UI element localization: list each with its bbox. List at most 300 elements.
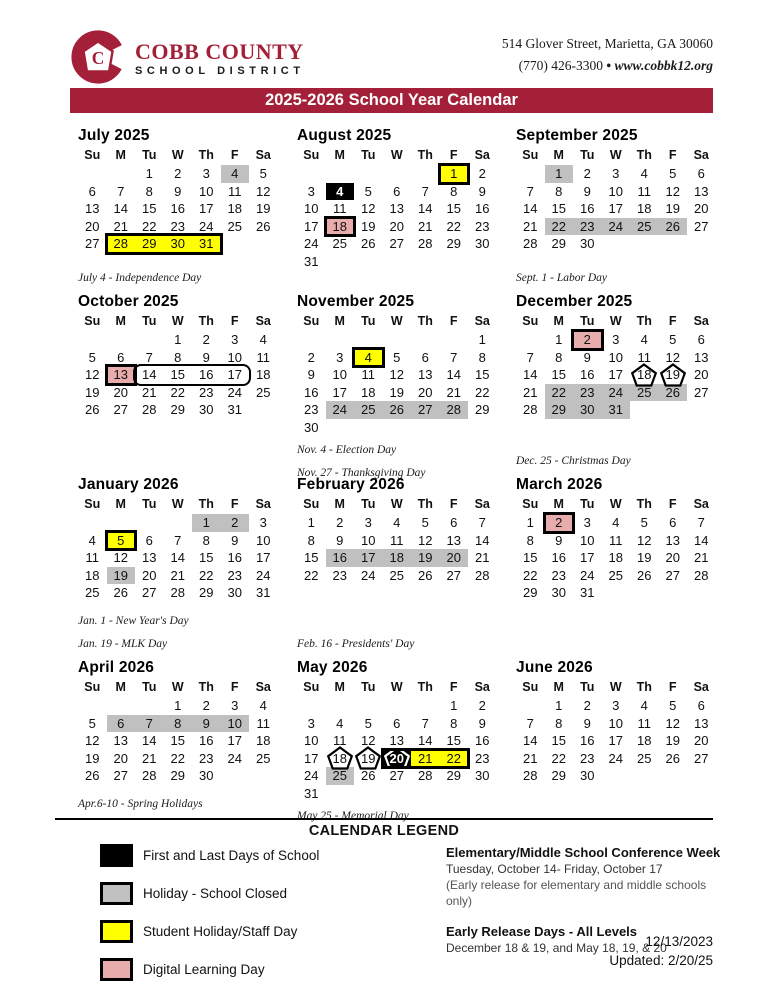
day-number: 31 [608, 402, 623, 418]
day-cell-3 [221, 331, 250, 349]
day-number: 14 [142, 367, 157, 383]
day-number: 13 [694, 715, 709, 731]
day-cell-21 [164, 567, 193, 585]
day-cell-12 [78, 732, 107, 750]
day-cell-4 [630, 697, 659, 715]
day-number: 6 [145, 532, 153, 548]
day-number: 23 [551, 567, 566, 583]
day-cell-1 [516, 514, 545, 532]
day-cell-12 [249, 183, 278, 201]
day-cell-7 [164, 532, 193, 550]
day-cell-5 [411, 514, 440, 532]
day-number: 11 [390, 532, 404, 548]
weekday-label: M [115, 314, 126, 328]
day-number: 21 [523, 384, 538, 400]
day-number: 22 [199, 567, 214, 583]
day-number: 30 [170, 236, 185, 252]
day-number: 21 [170, 567, 185, 583]
day-cell-7 [516, 349, 545, 367]
day-cell-17 [221, 732, 250, 750]
day-number: 21 [142, 384, 157, 400]
day-number: 3 [307, 183, 315, 199]
day-number: 6 [669, 515, 677, 531]
day-cell-8 [468, 349, 497, 367]
day-number: 22 [551, 218, 566, 234]
day-cell-22 [135, 218, 164, 236]
day-number: 1 [145, 166, 153, 182]
day-cell-9 [192, 715, 221, 733]
day-cell-22 [164, 750, 193, 768]
day-cell-14 [411, 200, 440, 218]
holiday-note: Dec. 25 - Christmas Day [516, 455, 631, 467]
month-title: October 2025 [78, 293, 179, 310]
day-number: 26 [418, 567, 433, 583]
day-number: 7 [174, 532, 182, 548]
day-number: 11 [333, 201, 347, 217]
empty-cell [135, 697, 164, 715]
day-cell-17 [221, 366, 250, 384]
day-number: 5 [393, 349, 401, 365]
day-cell-30 [297, 419, 326, 437]
day-cell-9 [468, 715, 497, 733]
day-cell-12 [659, 715, 688, 733]
day-cell-23 [545, 567, 574, 585]
day-grid [297, 331, 497, 436]
weekday-label: Th [417, 497, 433, 511]
day-cell-13 [383, 200, 412, 218]
day-cell-9 [468, 183, 497, 201]
day-number: 21 [113, 218, 128, 234]
month-march-2026 [516, 476, 716, 659]
day-number: 19 [665, 733, 680, 749]
day-cell-29 [516, 584, 545, 602]
day-cell-7 [411, 715, 440, 733]
month-january-2026 [78, 476, 278, 659]
day-number: 24 [199, 218, 214, 234]
day-cell-14 [135, 366, 164, 384]
weekday-label: F [668, 680, 677, 694]
empty-cell [326, 697, 355, 715]
empty-cell [326, 165, 355, 183]
day-number: 26 [361, 768, 376, 784]
day-cell-25 [630, 218, 659, 236]
day-cell-2 [297, 349, 326, 367]
day-number: 29 [170, 768, 185, 784]
day-number: 26 [389, 402, 404, 418]
day-cell-3 [297, 183, 326, 201]
day-cell-12 [659, 183, 688, 201]
weekday-label: Sa [255, 680, 271, 694]
weekday-label: Th [636, 680, 652, 694]
day-number: 17 [227, 367, 242, 383]
day-number: 25 [608, 567, 623, 583]
day-number: 28 [170, 585, 185, 601]
day-number: 31 [199, 236, 214, 252]
day-cell-16 [164, 200, 193, 218]
day-cell-22 [192, 567, 221, 585]
day-cell-4 [326, 183, 355, 201]
day-cell-28 [468, 567, 497, 585]
day-number: 11 [228, 183, 242, 199]
legend-item-student-holiday [100, 920, 319, 943]
day-number: 24 [608, 384, 623, 400]
day-cell-6 [687, 697, 716, 715]
day-cell-24 [221, 750, 250, 768]
day-number: 20 [85, 218, 100, 234]
day-cell-1 [135, 165, 164, 183]
day-cell-15 [164, 366, 193, 384]
day-cell-28 [411, 767, 440, 785]
weekday-label: F [449, 314, 458, 328]
day-cell-10 [297, 200, 326, 218]
weekday-label: Su [522, 314, 539, 328]
month-april-2026 [78, 659, 278, 819]
day-cell-21 [687, 549, 716, 567]
day-number: 30 [199, 768, 214, 784]
day-number: 12 [665, 349, 680, 365]
month-title: July 2025 [78, 127, 150, 144]
day-cell-1 [468, 331, 497, 349]
day-number: 22 [170, 384, 185, 400]
weekday-label: Tu [361, 314, 376, 328]
day-cell-21 [411, 218, 440, 236]
day-number: 13 [418, 367, 433, 383]
day-number: 5 [259, 166, 267, 182]
day-number: 8 [174, 715, 182, 731]
day-number: 7 [145, 715, 153, 731]
weekday-header-row [78, 314, 278, 331]
day-number: 5 [669, 166, 677, 182]
holiday-note: July 4 - Independence Day [78, 272, 202, 284]
day-number: 10 [608, 183, 623, 199]
day-number: 1 [450, 698, 458, 714]
day-cell-14 [440, 366, 469, 384]
day-number: 16 [580, 733, 595, 749]
day-cell-3 [573, 514, 602, 532]
day-number: 23 [475, 750, 490, 766]
day-cell-4 [326, 715, 355, 733]
day-cell-8 [545, 183, 574, 201]
weekday-label: F [668, 497, 677, 511]
day-number: 9 [202, 715, 210, 731]
empty-cell [354, 697, 383, 715]
day-cell-15 [297, 549, 326, 567]
month-july-2025 [78, 127, 278, 293]
weekday-label: Su [303, 314, 320, 328]
day-cell-23 [297, 401, 326, 419]
day-cell-26 [630, 567, 659, 585]
day-number: 7 [526, 715, 534, 731]
day-grid [516, 514, 716, 602]
empty-cell [78, 331, 107, 349]
weekday-label: F [449, 680, 458, 694]
day-number: 21 [142, 750, 157, 766]
day-cell-28 [687, 567, 716, 585]
day-cell-24 [221, 384, 250, 402]
day-cell-20 [383, 218, 412, 236]
day-cell-29 [468, 401, 497, 419]
day-cell-7 [440, 349, 469, 367]
conference-week-heading: Elementary/Middle School Conference Week [446, 845, 721, 860]
day-number: 9 [478, 715, 486, 731]
month-title: March 2026 [516, 476, 603, 493]
legend-label: Digital Learning Day [143, 962, 265, 977]
day-number: 25 [227, 218, 242, 234]
day-number: 16 [227, 550, 242, 566]
empty-cell [383, 697, 412, 715]
day-cell-27 [687, 218, 716, 236]
day-number: 16 [551, 550, 566, 566]
day-number: 27 [694, 384, 709, 400]
day-grid [516, 697, 716, 785]
day-number: 13 [142, 550, 157, 566]
conference-week-note [446, 844, 721, 909]
day-number: 29 [551, 402, 566, 418]
day-number: 15 [304, 550, 319, 566]
day-number: 13 [446, 532, 461, 548]
day-number: 27 [389, 768, 404, 784]
month-september-2025 [516, 127, 716, 293]
weekday-label: Su [522, 497, 539, 511]
day-cell-8 [440, 183, 469, 201]
day-cell-18 [383, 549, 412, 567]
day-cell-23 [468, 218, 497, 236]
months-grid [78, 127, 716, 822]
day-cell-2 [326, 514, 355, 532]
day-number: 13 [113, 733, 128, 749]
day-number: 11 [637, 349, 651, 365]
day-number: 26 [85, 768, 100, 784]
day-cell-30 [192, 401, 221, 419]
day-cell-19 [107, 567, 136, 585]
day-cell-28 [516, 767, 545, 785]
day-grid [78, 697, 278, 785]
day-cell-8 [164, 715, 193, 733]
day-number: 3 [307, 715, 315, 731]
day-number: 31 [256, 585, 271, 601]
day-number: 5 [640, 515, 648, 531]
day-number: 27 [85, 236, 100, 252]
day-cell-6 [411, 349, 440, 367]
day-cell-5 [383, 349, 412, 367]
day-cell-7 [135, 715, 164, 733]
day-cell-13 [107, 366, 136, 384]
day-cell-5 [107, 532, 136, 550]
day-number: 27 [694, 218, 709, 234]
weekday-label: Su [84, 680, 101, 694]
day-number: 4 [336, 715, 344, 731]
day-number: 26 [665, 750, 680, 766]
day-cell-7 [516, 715, 545, 733]
day-number: 30 [475, 768, 490, 784]
day-number: 3 [583, 515, 591, 531]
holiday-swatch-icon [100, 882, 133, 905]
day-cell-19 [411, 549, 440, 567]
day-number: 9 [307, 367, 315, 383]
day-cell-3 [249, 514, 278, 532]
day-cell-20 [687, 366, 716, 384]
day-cell-18 [354, 384, 383, 402]
day-cell-2 [164, 165, 193, 183]
day-cell-5 [659, 331, 688, 349]
day-cell-30 [192, 767, 221, 785]
day-number: 2 [307, 349, 315, 365]
holiday-note: May 25 - Memorial Day [297, 810, 409, 822]
day-number: 2 [478, 166, 486, 182]
day-number: 21 [523, 750, 538, 766]
street-address: 514 Glover Street, Marietta, GA 30060 [501, 36, 713, 51]
day-cell-12 [78, 366, 107, 384]
day-cell-16 [468, 732, 497, 750]
day-cell-7 [468, 514, 497, 532]
day-cell-14 [687, 532, 716, 550]
day-number: 7 [478, 515, 486, 531]
day-number: 12 [256, 183, 271, 199]
day-cell-10 [249, 532, 278, 550]
month-notes [78, 607, 278, 659]
month-title: April 2026 [78, 659, 155, 676]
day-number: 7 [145, 349, 153, 365]
district-wordmark [135, 28, 305, 77]
day-cell-17 [602, 200, 631, 218]
day-number: 23 [475, 218, 490, 234]
day-cell-20 [687, 200, 716, 218]
day-number: 15 [170, 367, 185, 383]
day-cell-21 [468, 549, 497, 567]
empty-cell [164, 514, 193, 532]
day-cell-17 [354, 549, 383, 567]
empty-cell [326, 331, 355, 349]
day-cell-20 [107, 750, 136, 768]
weekday-label: Tu [142, 148, 157, 162]
day-number: 27 [142, 585, 157, 601]
day-cell-17 [326, 384, 355, 402]
day-number: 17 [304, 218, 319, 234]
day-cell-16 [573, 200, 602, 218]
day-grid [516, 165, 716, 253]
day-number: 25 [85, 585, 100, 601]
day-cell-25 [249, 750, 278, 768]
day-number: 20 [142, 567, 157, 583]
day-number: 26 [256, 218, 271, 234]
day-cell-14 [468, 532, 497, 550]
day-number: 5 [88, 349, 96, 365]
day-number: 1 [202, 515, 210, 531]
day-cell-9 [297, 366, 326, 384]
day-cell-16 [573, 732, 602, 750]
student-holiday-swatch-icon [100, 920, 133, 943]
day-cell-10 [573, 532, 602, 550]
day-cell-23 [573, 218, 602, 236]
day-number: 15 [446, 201, 461, 217]
day-number: 6 [88, 183, 96, 199]
day-number: 11 [256, 715, 270, 731]
day-cell-23 [468, 750, 497, 768]
day-number: 7 [450, 349, 458, 365]
month-notes [516, 447, 716, 476]
day-cell-31 [249, 584, 278, 602]
day-cell-24 [192, 218, 221, 236]
day-number: 17 [361, 550, 376, 566]
day-cell-9 [221, 532, 250, 550]
day-number: 21 [418, 218, 433, 234]
day-number: 8 [450, 715, 458, 731]
day-cell-25 [326, 235, 355, 253]
day-number: 2 [231, 515, 239, 531]
day-cell-15 [440, 200, 469, 218]
legend-label: First and Last Days of School [143, 848, 320, 863]
month-title: January 2026 [78, 476, 179, 493]
day-number: 18 [85, 567, 100, 583]
day-cell-15 [192, 549, 221, 567]
weekday-label: Th [636, 148, 652, 162]
day-cell-21 [135, 750, 164, 768]
day-number: 12 [418, 532, 433, 548]
day-cell-7 [135, 349, 164, 367]
empty-cell [516, 165, 545, 183]
day-cell-23 [573, 750, 602, 768]
weekday-label: Th [417, 314, 433, 328]
day-number: 29 [475, 402, 490, 418]
day-number: 9 [202, 349, 210, 365]
day-cell-24 [602, 218, 631, 236]
day-cell-12 [383, 366, 412, 384]
empty-cell [297, 331, 326, 349]
day-number: 18 [332, 750, 347, 766]
day-cell-31 [297, 785, 326, 803]
day-number: 29 [170, 402, 185, 418]
weekday-label: Su [522, 148, 539, 162]
day-number: 13 [85, 201, 100, 217]
day-cell-9 [326, 532, 355, 550]
day-cell-25 [78, 584, 107, 602]
legend-label: Holiday - School Closed [143, 886, 288, 901]
empty-cell [78, 514, 107, 532]
day-number: 20 [389, 218, 404, 234]
day-cell-19 [659, 200, 688, 218]
day-number: 8 [145, 183, 153, 199]
day-number: 8 [450, 183, 458, 199]
day-cell-1 [297, 514, 326, 532]
day-cell-17 [297, 750, 326, 768]
day-number: 1 [526, 515, 534, 531]
phone-web-line [502, 55, 713, 77]
day-cell-3 [354, 514, 383, 532]
weekday-label: Sa [693, 497, 709, 511]
day-number: 4 [88, 532, 96, 548]
weekday-label: F [668, 314, 677, 328]
day-cell-9 [573, 349, 602, 367]
day-cell-13 [687, 349, 716, 367]
day-cell-24 [297, 235, 326, 253]
day-number: 8 [174, 349, 182, 365]
day-cell-23 [221, 567, 250, 585]
weekday-label: M [553, 314, 564, 328]
day-number: 2 [202, 698, 210, 714]
day-cell-20 [687, 732, 716, 750]
day-cell-1 [164, 697, 193, 715]
month-november-2025 [297, 293, 497, 479]
day-cell-1 [192, 514, 221, 532]
day-cell-3 [326, 349, 355, 367]
holiday-note: Apr.6-10 - Spring Holidays [78, 798, 203, 810]
day-cell-8 [164, 349, 193, 367]
day-cell-24 [602, 384, 631, 402]
day-cell-30 [573, 401, 602, 419]
day-cell-11 [221, 183, 250, 201]
month-october-2025 [78, 293, 278, 476]
day-number: 19 [389, 384, 404, 400]
